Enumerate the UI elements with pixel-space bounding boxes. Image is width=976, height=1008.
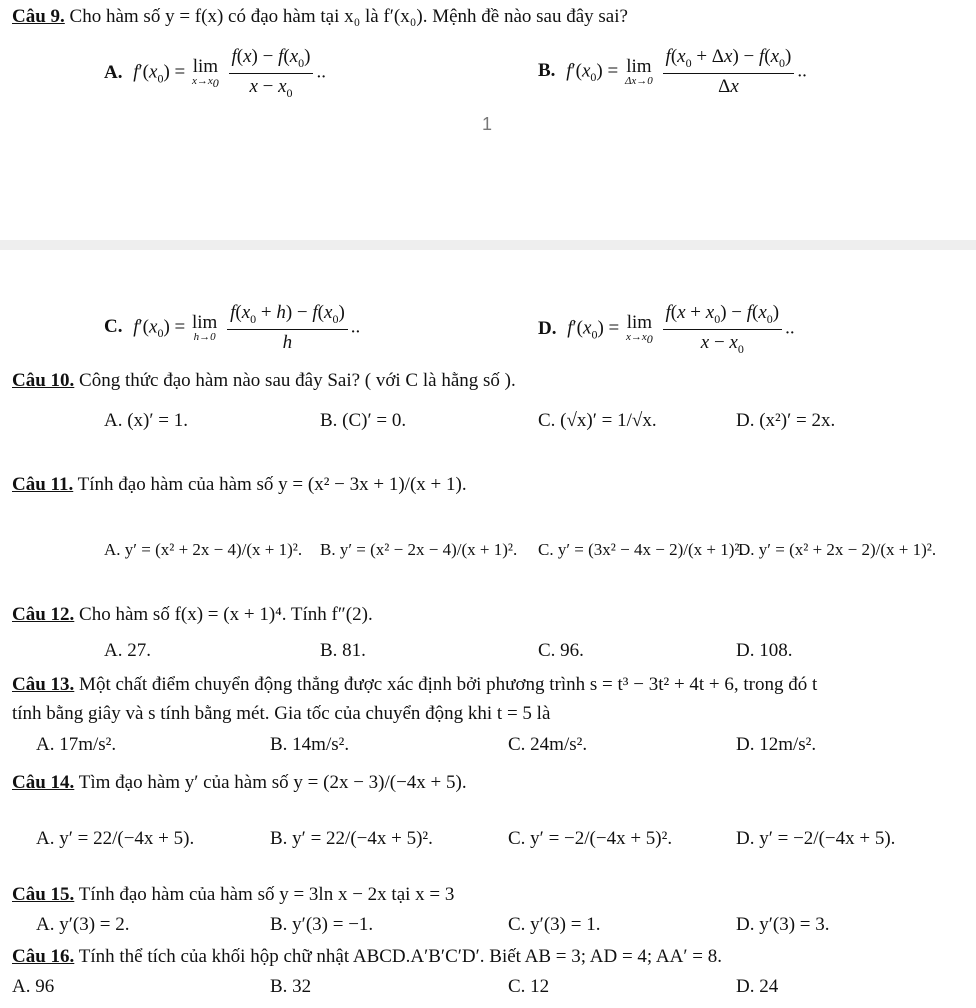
q14-option-b: B. y′ = 22/(−4x + 5)².	[270, 828, 433, 849]
q10-option-a: A. (x)′ = 1.	[104, 410, 188, 431]
q16-option-a: A. 96	[12, 976, 55, 997]
page-number: 1	[482, 114, 493, 134]
q15-option-a: A. y′(3) = 2.	[36, 914, 130, 935]
q15-option-c: C. y′(3) = 1.	[508, 914, 601, 935]
q9-label: Câu 9.	[12, 6, 65, 27]
q13-option-c: C. 24m/s².	[508, 734, 588, 755]
q10-stem: Câu 10. Công thức đạo hàm nào sau đây Sai? ( với C là hằng số ).	[12, 370, 516, 391]
q12-option-d: D. 108.	[736, 640, 793, 661]
q12-option-b: B. 81.	[320, 640, 366, 661]
q11-option-b: B. y′ = (x² − 2x − 4)/(x + 1)².	[320, 540, 518, 559]
q9-option-d: D. $f'(x_0)$ = lim $x\to x_0$ $\frac{f(x + x_0) - f(x_0)}{x - x_0}$ ..	[538, 302, 795, 356]
q11-option-c: C. y′ = (3x² − 4x − 2)/(x + 1)².	[538, 540, 744, 559]
q10-option-d: D. (x²)′ = 2x.	[736, 410, 836, 431]
q11-option-d: D. y′ = (x² + 2x − 2)/(x + 1)².	[738, 540, 937, 559]
q11-option-a: A. y′ = (x² + 2x − 4)/(x + 1)².	[104, 540, 303, 559]
q14-option-d: D. y′ = −2/(−4x + 5).	[736, 828, 896, 849]
q15-option-b: B. y′(3) = −1.	[270, 914, 374, 935]
q13-option-d: D. 12m/s².	[736, 734, 817, 755]
q16-option-d: D. 24	[736, 976, 779, 997]
q11-stem: Câu 11. Tính đạo hàm của hàm số y = (x² − 3x + 1)/(x + 1).	[12, 474, 467, 495]
q14-stem: Câu 14. Tìm đạo hàm y′ của hàm số y = (2x − 3)/(−4x + 5).	[12, 772, 467, 793]
q16-stem: Câu 16. Tính thể tích của khối hộp chữ nhật ABCD.A′B′C′D′. Biết AB = 3; AD = 4; AA′ = 8.	[12, 946, 722, 967]
q9-option-a: A. $f'(x_0)$ = lim $x\to x_0$ $\frac{f(x) - f(x_0)}{x - x_0}$ ..	[104, 46, 326, 100]
q16-option-c: C. 12	[508, 976, 550, 997]
page-separator	[0, 240, 976, 250]
q13-stem-line2: tính bằng giây và s tính bằng mét. Gia tốc của chuyển động khi t = 5 là	[12, 703, 551, 724]
q13-option-b: B. 14m/s².	[270, 734, 350, 755]
q16-option-b: B. 32	[270, 976, 312, 997]
q14-option-c: C. y′ = −2/(−4x + 5)².	[508, 828, 673, 849]
q13-option-a: A. 17m/s².	[36, 734, 117, 755]
q9-text: Cho hàm số y = f(x) có đạo hàm tại x₀ là f′(x₀). Mệnh đề nào sau đây sai?	[69, 6, 628, 27]
q9-option-c: C. $f'(x_0)$ = lim h→0 $\frac{f(x_0 + h) - f(x_0)}{h}$ ..	[104, 302, 361, 353]
q14-option-a: A. y′ = 22/(−4x + 5).	[36, 828, 195, 849]
q10-option-c: C. (√x)′ = 1/√x.	[538, 410, 657, 431]
q12-stem: Câu 12. Cho hàm số f(x) = (x + 1)⁴. Tính f″(2).	[12, 604, 373, 625]
q15-stem: Câu 15. Tính đạo hàm của hàm số y = 3ln x − 2x tại x = 3	[12, 884, 455, 905]
q13-stem: Câu 13. Một chất điểm chuyển động thẳng được xác định bởi phương trình s = t³ − 3t² + 4t + 6, trong đó t	[12, 674, 818, 695]
q9-stem	[12, 6, 628, 28]
q12-option-a: A. 27.	[104, 640, 151, 661]
q10-option-b: B. (C)′ = 0.	[320, 410, 407, 431]
q15-option-d: D. y′(3) = 3.	[736, 914, 830, 935]
q9-option-b: B. $f'(x_0)$ = lim Δx→0 $\frac{f(x_0 + \Delta x) - f(x_0)}{\Delta x}$ ..	[538, 46, 807, 97]
q12-option-c: C. 96.	[538, 640, 584, 661]
